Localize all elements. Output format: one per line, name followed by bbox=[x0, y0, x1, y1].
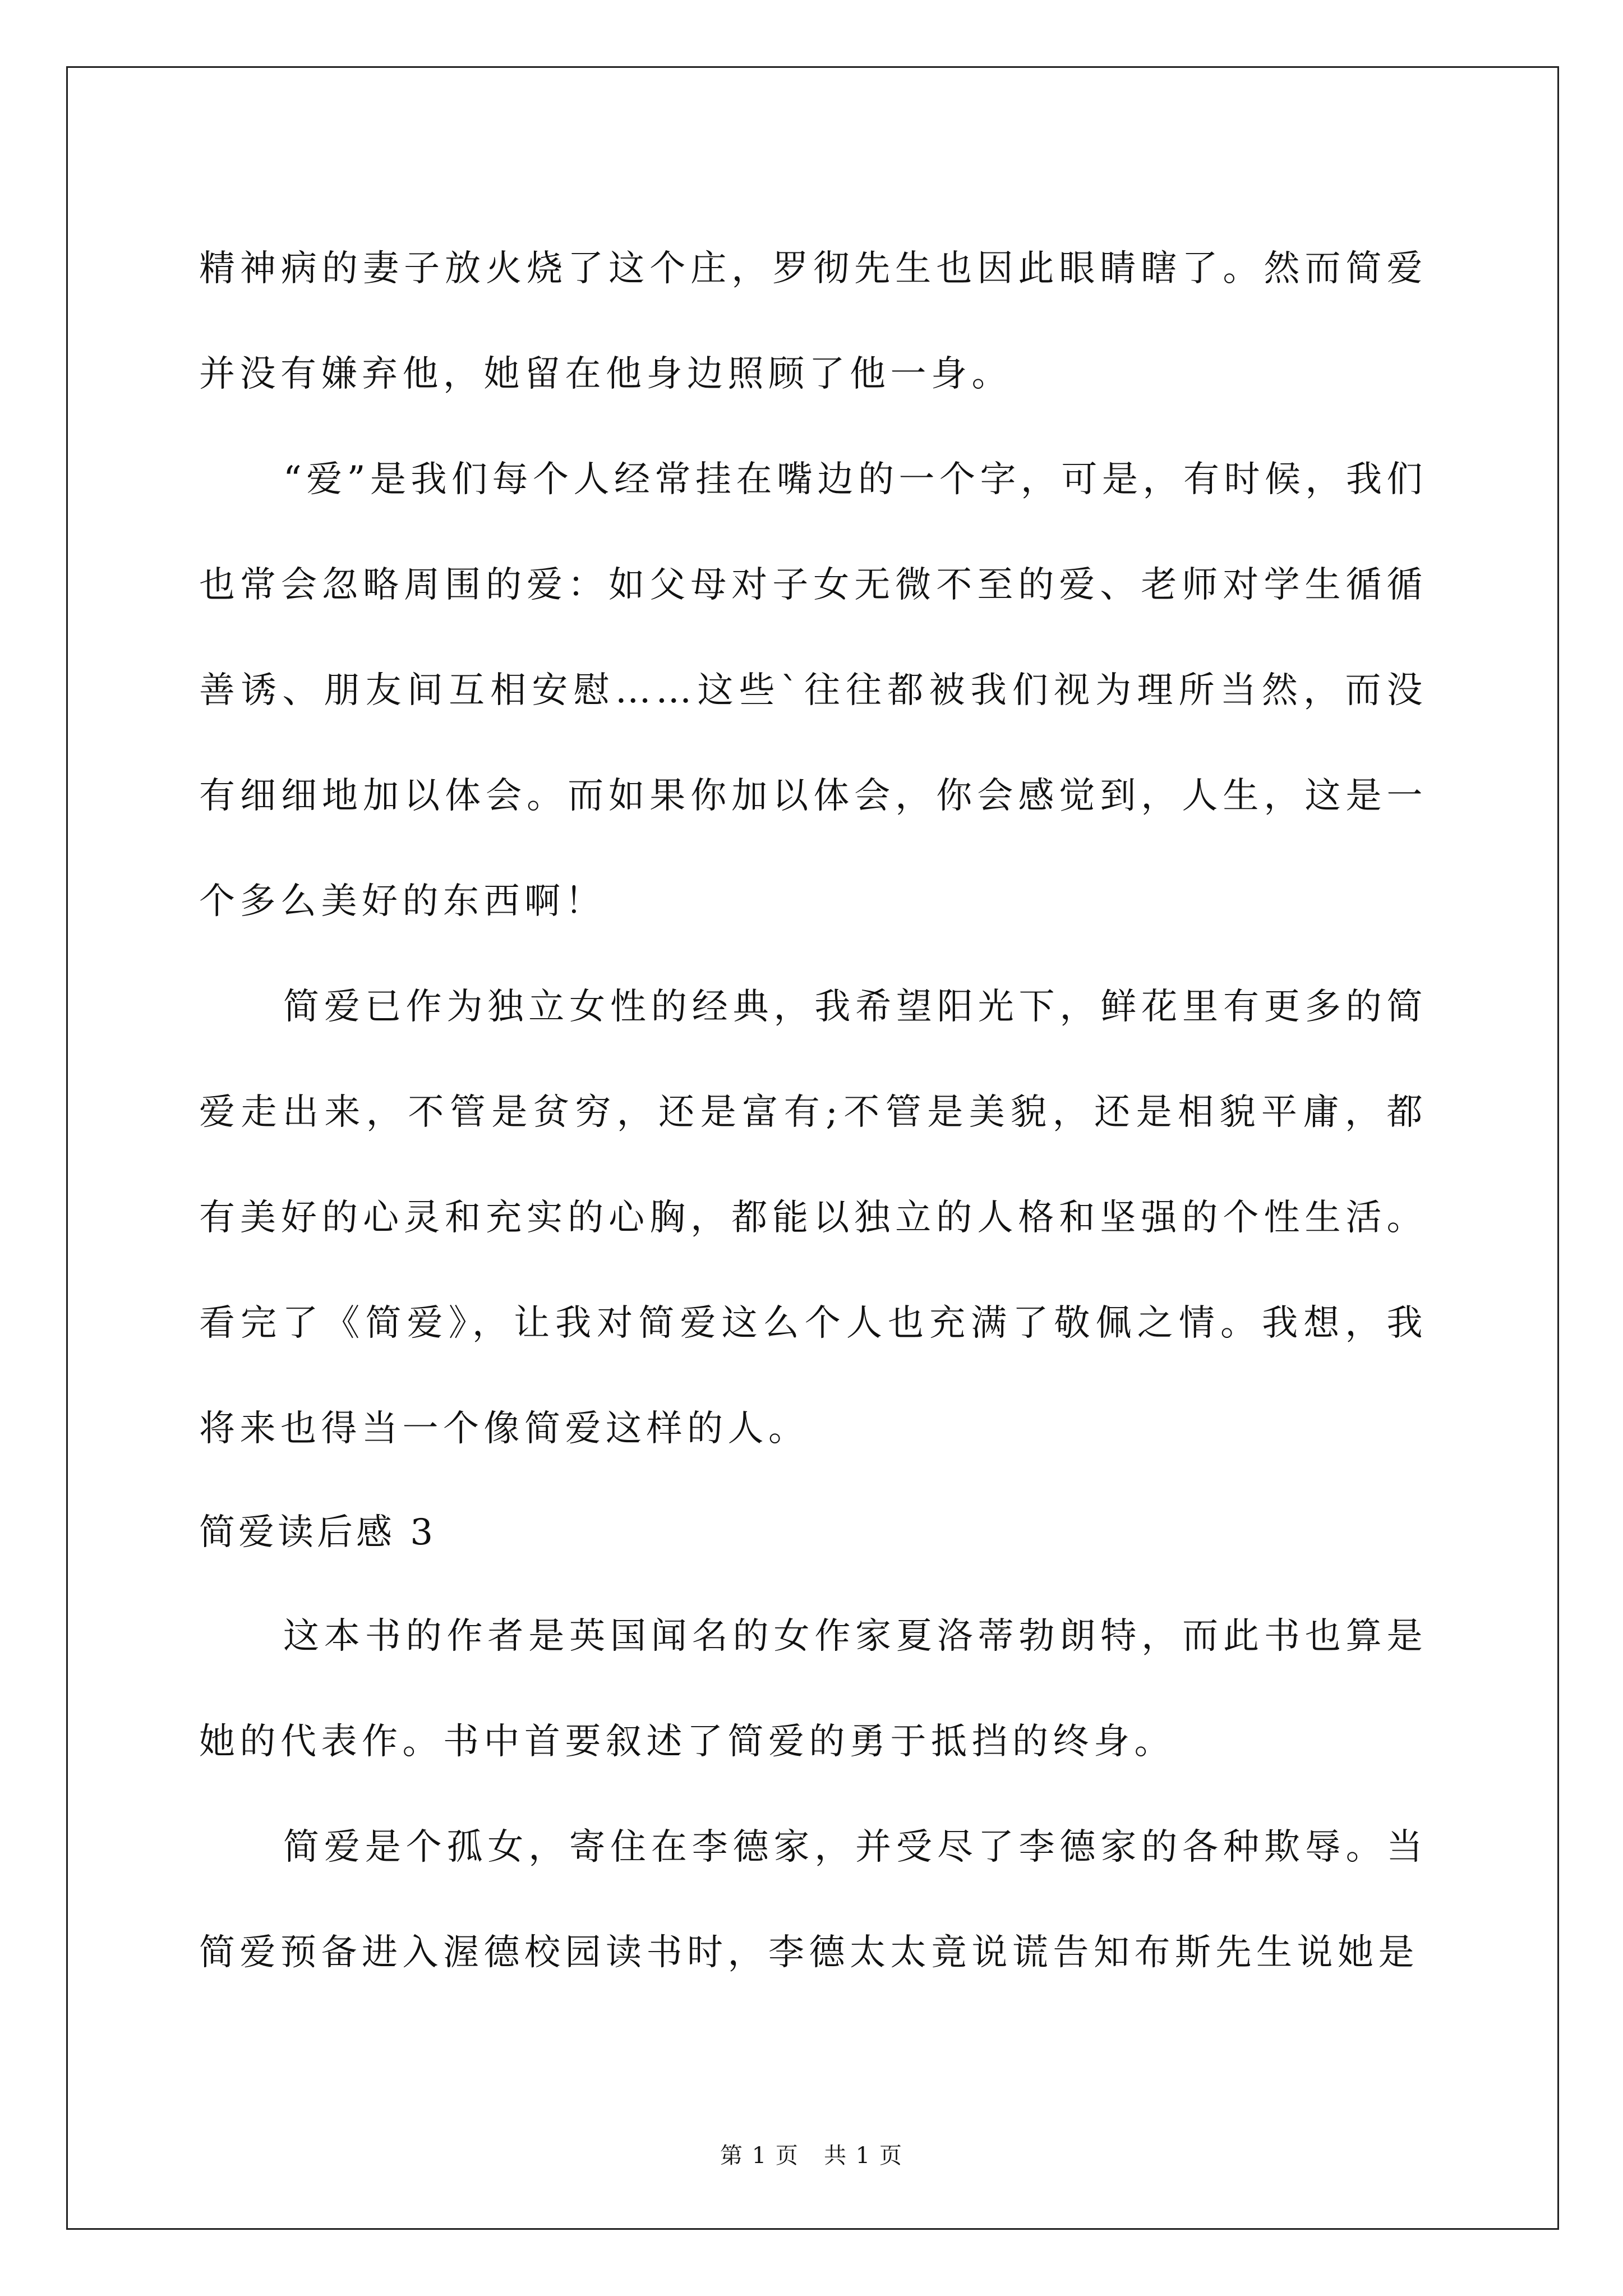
page-footer: 第 1 页 共 1 页 bbox=[720, 2143, 903, 2169]
paragraph-author: 这本书的作者是英国闻名的女作家夏洛蒂勃朗特，而此书也算是她的代表作。书中首要叙述了简爱的勇于抵挡的终身。 bbox=[199, 1616, 1427, 1763]
paragraph-independent-woman: 简爱已作为独立女性的经典，我希望阳光下，鲜花里有更多的简爱走出来，不管是贫穷，还是富有;不管是美貌，还是相貌平庸，都有美好的心灵和充实的心胸，都能以独立的人格和坚强的个性生活。看完了《简爱》，让我对简爱这么个人也充满了敬佩之情。我想，我将来也得当一个像简爱这样的人。 bbox=[199, 986, 1427, 1450]
paragraph-orphan: 简爱是个孤女，寄住在李德家，并受尽了李德家的各种欺辱。当简爱预备进入渥德校园读书时，李德太太竟说谎告知布斯先生说她是 bbox=[199, 1826, 1427, 1973]
paragraph-love: “爱”是我们每个人经常挂在嘴边的一个字，可是，有时候，我们也常会忽略周围的爱：如父母对子女无微不至的爱、老师对学生循循善诱、朋友间互相安慰……这些`往往都被我们视为理所当然，而没有细细地加以体会。而如果你加以体会，你会感觉到，人生，这是一个多么美好的东西啊！ bbox=[199, 459, 1427, 922]
document-body bbox=[199, 216, 1427, 2005]
section-heading: 简爱读后感 3 bbox=[199, 1512, 437, 1553]
paragraph-continuation: 精神病的妻子放火烧了这个庄，罗彻先生也因此眼睛瞎了。然而简爱并没有嫌弃他，她留在他身边照顾了他一身。 bbox=[199, 248, 1427, 395]
